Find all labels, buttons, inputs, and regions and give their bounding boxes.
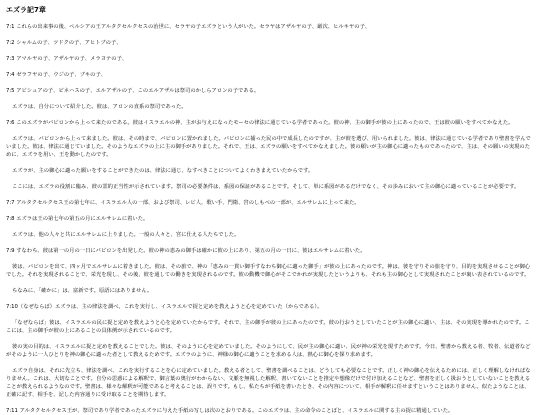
paragraph: 7:10（なぜならば）エズラは、主の律法を調べ、これを実行し、イスラエルで捉と定めを教えようと心を定めていた（からである）。 xyxy=(6,304,323,310)
paragraph: エズラが、主の御心に適った願いをすることができたのは、律法に通じ、なすべきことについてよくわきまえていたからです。 xyxy=(12,168,314,174)
paragraph: ここには、エズラの役割に臨み、彼の霊的正当性が示されています。祭司の必要条件は、系図の保証があることです。そして、単に系図があるだけでなく、その歩みにおいて主の御心に適っていることが必要です。 xyxy=(12,184,520,190)
paragraph: ちなみに、「確かに」は、富新です。原語にはありません。 xyxy=(12,288,153,294)
paragraph: 彼は、バビロンを出て、四ヶ月でエルサレムに着きました。彼は、その旅で、神の「恵みの一貫い御手すなわち御心に適った御手」が彼の上にあったのです。神は、彼を守りその旅を守り、目的を実現させることが御心でした。それを実現されることで、栄光を現し、その後、彼を通しての働きを実現されるのです。彼の動機で御心がそこでかれが実現したというよりも、それも主の御心として実現されたことが裏い表されているのです。 xyxy=(6,264,531,278)
paragraph: 7:11 アルタクセルクセス王が、祭司であり学者であったエズラに与えた手紙の写しは次のとおりである。このエズラは、主の命令のことばと、イスラエルに関する主の捉に精通していた。 xyxy=(6,408,454,414)
paragraph: 7:8 エズラは王の第七年の第五の月にエルサレムに着いた。 xyxy=(6,216,149,222)
paragraph: 7:9 すなわち、彼は第一の月の一日にバビロンを出発した。彼の神の恵みの御手は確かに彼の上にあり、第五の月の一日に、彼はエルサレムに着いた。 xyxy=(6,248,366,254)
paragraph: 7:2 シャルムの子、ツドクの子、アヒトブの子、 xyxy=(6,40,122,46)
paragraph: 7:6 このエズラがバビロンから上って来たのである。彼はイスラエルの神、主がお与えになったモーセの律法に通じている学者であった。彼の神、主の御手が彼の上にあったので、王は彼の願いをすべてかなえた。 xyxy=(6,120,514,126)
paragraph: 7:5 アビシュアの子、ピネハスの子、エルアザルの子、このエルアザルは祭司のかしらアロンの子である。 xyxy=(6,88,260,94)
document-body xyxy=(6,23,534,415)
paragraph: エズラは、バビロンから上って来ました。彼は、その時まで、バビロンに置かれました。バビロンに捕った民の中で成長したのですが、主が彼を選び、用いられました。彼は、律法に通じている学者であり聖書を学んでいました。彼は、律法に通じていました。そのようなエズラの上に主の御手がありました。それで、王は、エズラの願いをすべてかなえました。彼の願いが主の御心に適ったものであったので、主は、その願いの実現のために、エズラを用い、王を動かしたのです。 xyxy=(6,136,531,158)
paragraph: 7:7 アルタクセルクセス王の第七年に、イスラエル人の一部、および祭司、レビ人、歌い手、門衛、宮のしもべの一部が、エルサレムに上って来た。 xyxy=(6,200,360,206)
paragraph: エズラ自身は、それに先立ち、律法を調べ、これを実行することを心に定めていました。教える者として、聖書を調べることは、どうしても必要なことです。正しく神の御心を伝えるためには、正しく理解しなければなりません。これは、大切なことです。自分の思惑による解釈で、御言葉の奥行がわからない、文脈を無視した解釈、書いてないことを推定や想像だけで付け加えることなど、聖書を正しく扱おうとしていないことを教えることが教えられるようなのです。聖書は、様々な解釈が可能であると考えることは、誤りです。もし、私たちが手紙を書いたとき、その内容について、相手が解釈に任せますということはありません。似たようなことは、正確に記す、相手を、記した内容通りに受け取ることを期待します。 xyxy=(6,368,531,398)
paragraph: 7:1 これらの出来事の後、ペルシアの王アルタクセルクセスの治世に、セラヤの子エズラという人がいた。セラヤはアザルヤの子、厳次、ヒルキヤの子、 xyxy=(6,24,371,30)
paragraph: 「なぜならば」彼は、イスラエルの民に捉と定めを教えようと心を定めていたからです。それで、主の御手が彼の上にあったのです。彼の行おうとしていたことが主の御心に適い、主は、その実現を導かれたのです。ここには、主の御手が彼の上にあることの具体例が示されているのです。 xyxy=(6,320,530,334)
paragraph: 7:3 アマルヤの子、アザルヤの子、メラヨテの子、 xyxy=(6,56,128,62)
paragraph: 7:4 ゼラフヤの子、ウジの子、ブキの子、 xyxy=(6,72,107,78)
paragraph: エズラは、自分について紹介した。彼は、アロンの直系の祭司であった。 xyxy=(12,104,187,110)
document-title: エズラ記7章 xyxy=(6,6,46,14)
paragraph: エズラは、他の人々と共にエルサレムに上りました。一般の人々と、宮に仕える人たちでした。 xyxy=(12,232,240,238)
paragraph: 彼の実の目的は、イスラエルに捉と定めを教えることでした。彼は、そのように心を定めていました。そのようにして、民が主の御心に適い、民が神の栄光を現すためです。今日、聖書から教える者、牧者、伝道者などがそのように一人ひとりを神の御心に適った者として教えるためです。エズラのように、神様の御心に適うことを求める人は、熱心に御心を探り求めます。 xyxy=(6,344,531,358)
